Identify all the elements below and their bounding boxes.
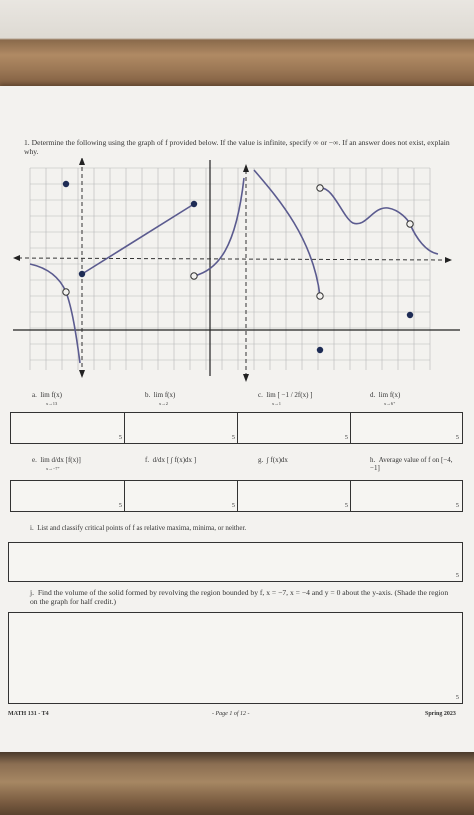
- answer-box-a[interactable]: 5: [10, 412, 126, 444]
- part-a-label: a. lim f(x) x→13: [32, 391, 62, 406]
- question-number: 1.: [24, 138, 30, 147]
- closed-point: [79, 271, 85, 277]
- wooden-table-bottom: [0, 752, 474, 815]
- term-label: Spring 2023: [425, 711, 456, 717]
- left-arrow-icon: [13, 255, 20, 261]
- right-arrow-icon: [445, 257, 452, 263]
- open-point: [317, 293, 323, 299]
- answer-box-f[interactable]: 5: [124, 480, 239, 512]
- open-point: [63, 289, 69, 295]
- question-text: Determine the following using the graph of f provided below. If the value is infinite, specify ∞ or −∞. If an answer does not exist, explain why.: [24, 138, 450, 157]
- question-prompt: [24, 138, 464, 157]
- open-point: [191, 273, 197, 279]
- answer-box-g[interactable]: 5: [237, 480, 352, 512]
- part-j-label: j. Find the volume of the solid formed by revolving the region bounded by f, x = −7, x = −4 and y = 0 about the y-axis. (Shade the region on the graph for half credit.): [30, 588, 449, 607]
- part-g-label: g. ∫ f(x)dx: [258, 456, 288, 464]
- answer-box-c[interactable]: 5: [237, 412, 352, 444]
- answer-box-b[interactable]: 5: [124, 412, 239, 444]
- part-d-label: d. lim f(x) x→6⁺: [370, 391, 401, 406]
- part-f-label: f. d/dx [ ∫ f(x)dx ]: [145, 456, 197, 464]
- course-code: MATH 131 - T4: [8, 711, 49, 717]
- open-point: [317, 185, 323, 191]
- part-h-label: h. Average value of f on [−4, −1]: [370, 456, 453, 472]
- answer-box-j[interactable]: 5: [8, 612, 463, 704]
- part-b-label: b. lim f(x) x→2: [145, 391, 176, 406]
- part-e-label: e. lim d/dx [f(x)] x→−7⁺: [32, 456, 81, 471]
- open-point: [407, 221, 413, 227]
- down-arrow-icon: [243, 374, 249, 382]
- part-c-label: c. lim [ −1 / 2f(x) ] x→1: [258, 391, 313, 406]
- closed-point: [407, 312, 413, 318]
- up-arrow-icon: [79, 158, 85, 165]
- function-curve: [30, 170, 438, 363]
- wooden-table-top: [0, 0, 474, 92]
- closed-point: [317, 347, 323, 353]
- answer-box-e[interactable]: 5: [10, 480, 126, 512]
- answer-box-h[interactable]: 5: [350, 480, 463, 512]
- closed-point: [63, 181, 69, 187]
- exam-page: [0, 86, 474, 754]
- page-number: - Page 1 of 12 -: [212, 711, 250, 717]
- answer-box-i[interactable]: 5: [8, 542, 463, 582]
- part-i-label: i. List and classify critical points of f as relative maxima, minima, or neither.: [30, 524, 247, 532]
- function-graph: [8, 158, 464, 383]
- closed-point: [191, 201, 197, 207]
- answer-box-d[interactable]: 5: [350, 412, 463, 444]
- down-arrow-icon: [79, 370, 85, 378]
